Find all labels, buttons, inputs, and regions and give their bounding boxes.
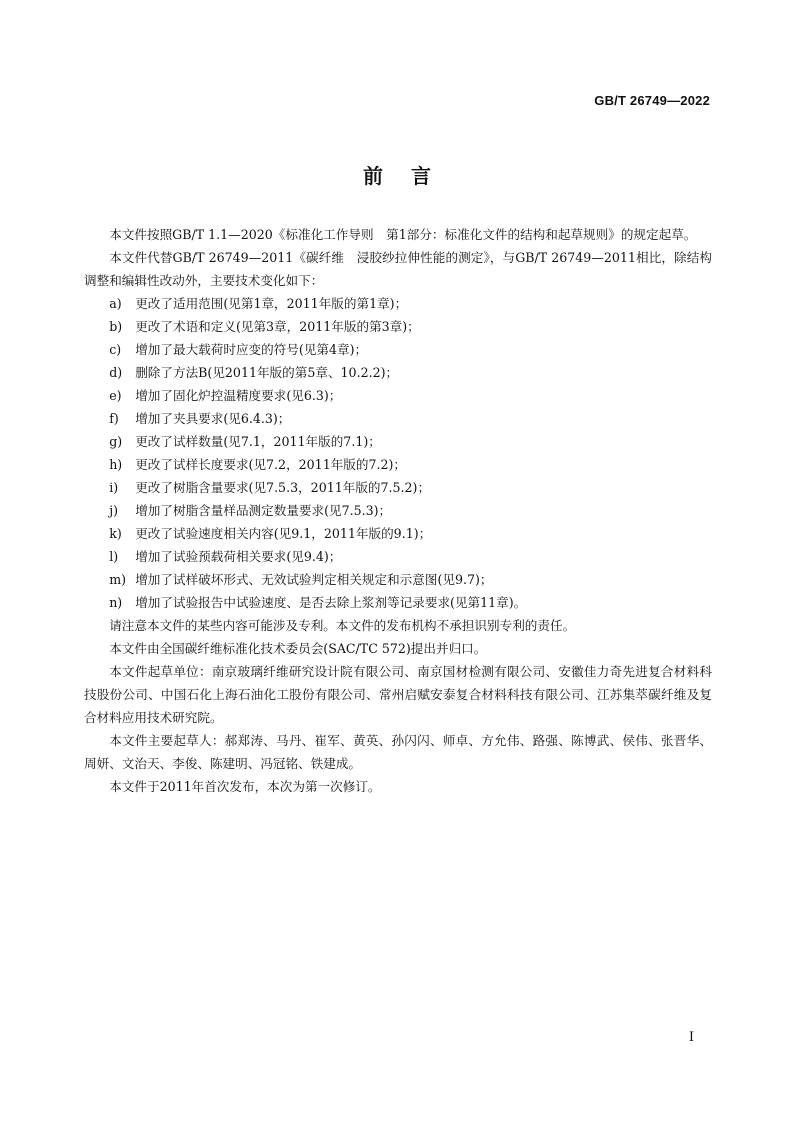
paragraph-drafting-rules: 本文件按照GB/T 1.1—2020《标准化工作导则 第1部分：标准化文件的结构和起草规则》的规定起草。 [109, 227, 697, 242]
standard-code: GB/T 26749—2022 [594, 93, 710, 108]
list-item [84, 545, 712, 568]
paragraph-drafting-units: 本文件起草单位：南京玻璃纤维研究设计院有限公司、南京国材检测有限公司、安徽佳力奇先进复合材料科技股份公司、中国石化上海石油化工股份有限公司、常州启赋安泰复合材料科技有限公司、江苏集萃碳纤维及复合材料应用技术研究院。 [84, 664, 712, 725]
list-item [84, 338, 712, 361]
item-label: b) [109, 319, 123, 334]
item-label: e) [109, 388, 122, 403]
item-label: n) [109, 595, 123, 610]
item-label: i) [109, 480, 119, 495]
item-text: 删除了方法B(见2011年版的第5章、10.2.2)； [135, 365, 399, 380]
item-text: 更改了试样长度要求(见7.2，2011年版的7.2)； [135, 457, 407, 472]
paragraph-replacement: 本文件代替GB/T 26749—2011《碳纤维 浸胶纱拉伸性能的测定》，与GB/T 26749—2011相比，除结构调整和编辑性改动外，主要技术变化如下： [84, 250, 712, 288]
item-text: 更改了树脂含量要求(见7.5.3，2011年版的7.5.2)； [135, 480, 431, 495]
list-item [84, 453, 712, 476]
item-text: 增加了试验报告中试验速度、是否去除上浆剂等记录要求(见第11章)。 [135, 595, 527, 610]
list-item [84, 430, 712, 453]
foreword-body [84, 223, 712, 798]
item-text: 增加了试验预载荷相关要求(见9.4)； [135, 549, 342, 564]
list-item [84, 361, 712, 384]
paragraph-proposer: 本文件由全国碳纤维标准化技术委员会(SAC/TC 572)提出并归口。 [109, 641, 487, 656]
item-label: c) [109, 342, 122, 357]
item-text: 更改了适用范围(见第1章，2011年版的第1章)； [135, 296, 408, 311]
list-item [84, 407, 712, 430]
item-text: 增加了树脂含量样品测定数量要求(见7.5.3)； [135, 503, 392, 518]
list-item [84, 591, 712, 614]
list-item [84, 384, 712, 407]
item-text: 更改了试样数量(见7.1，2011年版的7.1)； [135, 434, 381, 449]
paragraph-drafters: 本文件主要起草人：郝郑涛、马丹、崔军、黄英、孙闪闪、师卓、方允伟、路强、陈博武、侯伟、张晋华、周妍、文治天、李俊、陈建明、冯冠铭、铁建成。 [84, 733, 712, 771]
item-label: m) [109, 572, 127, 587]
paragraph-patent-notice: 请注意本文件的某些内容可能涉及专利。本文件的发布机构不承担识别专利的责任。 [109, 618, 576, 633]
item-label: h) [109, 457, 123, 472]
list-item [84, 499, 712, 522]
list-item [84, 315, 712, 338]
item-label: k) [109, 526, 122, 541]
item-text: 增加了最大载荷时应变的符号(见第4章)； [135, 342, 368, 357]
paragraph-history: 本文件于2011年首次发布，本次为第一次修订。 [109, 779, 381, 794]
item-text: 增加了固化炉控温精度要求(见6.3)； [135, 388, 342, 403]
page-title: 前言 [363, 164, 459, 188]
list-item [84, 292, 712, 315]
item-label: j) [109, 503, 119, 518]
item-label: d) [109, 365, 123, 380]
item-label: a) [109, 296, 122, 311]
list-item [84, 568, 712, 591]
item-text: 增加了试样破坏形式、无效试验判定相关规定和示意图(见9.7)； [135, 572, 493, 587]
page-number: I [688, 1030, 694, 1045]
item-text: 更改了试验速度相关内容(见9.1，2011年版的9.1)； [135, 526, 432, 541]
item-label: l) [109, 549, 119, 564]
item-label: f) [109, 411, 119, 426]
item-text: 更改了术语和定义(见第3章，2011年版的第3章)； [135, 319, 420, 334]
list-item [84, 522, 712, 545]
list-item [84, 476, 712, 499]
item-label: g) [109, 434, 123, 449]
item-text: 增加了夹具要求(见6.4.3)； [135, 411, 291, 426]
